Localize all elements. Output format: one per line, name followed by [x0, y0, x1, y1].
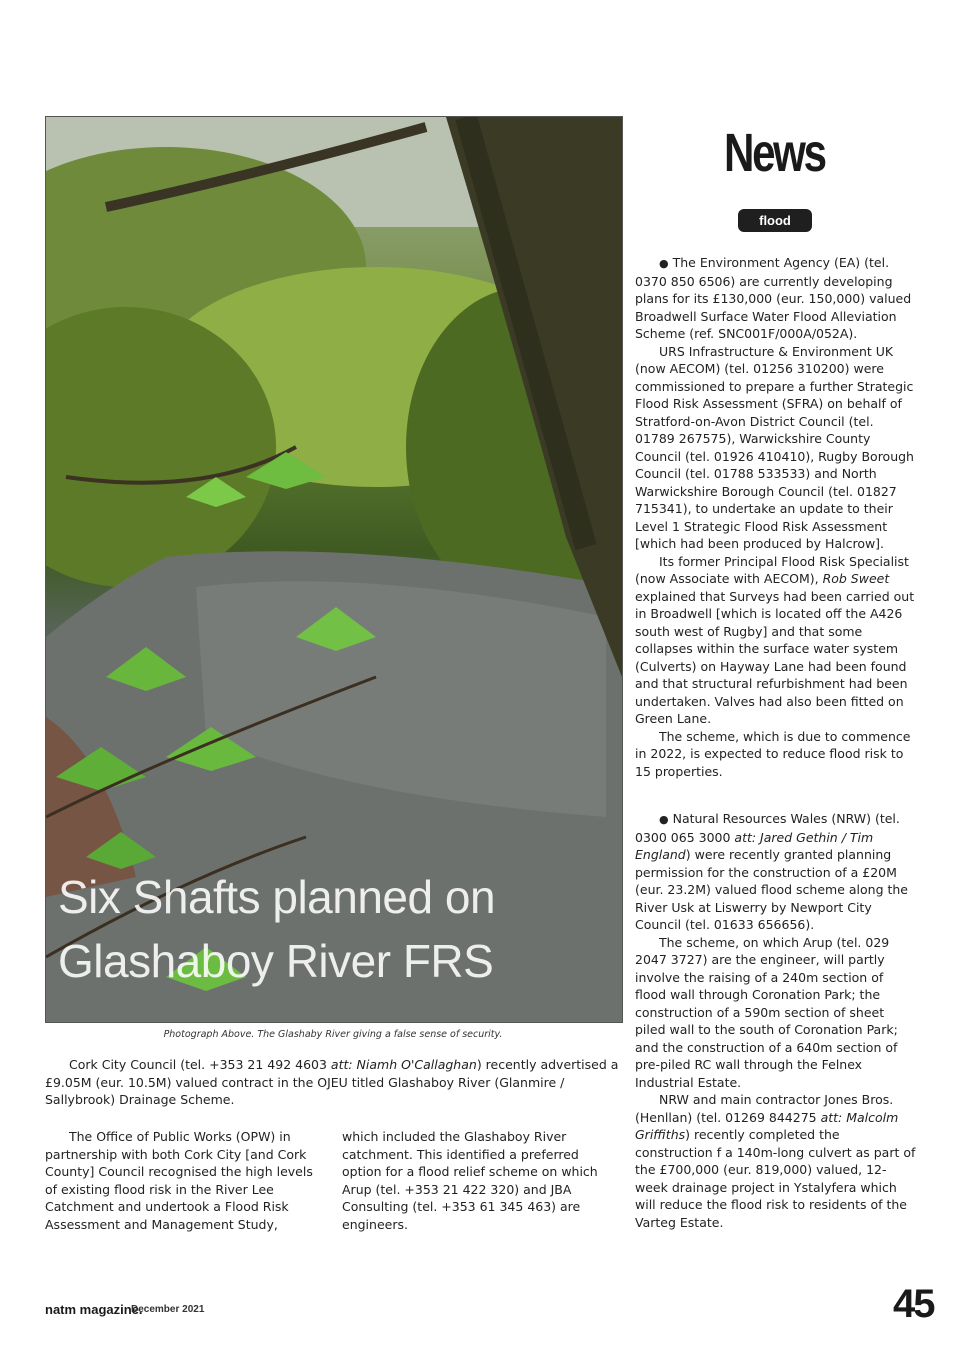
news-paragraph: The scheme, which is due to commence in 2022, is expected to reduce flood risk to 15 properties.: [635, 728, 911, 779]
contact-name: att: Malcolm Griffiths: [635, 1109, 899, 1142]
news-paragraph: The scheme, on which Arup (tel. 029 2047 3727) are the engineer, will partly involve the raising of a 240m section of flood wall through Coronation Park; the construction of a 590m section of sheet piled wall to the south of Coronation Park; and the construction of a 640m section of pre-piled RC wall through the Felnex Industrial Estate.: [635, 934, 898, 1090]
news-item-nrw: [635, 810, 917, 1231]
issue-date: December 2021: [131, 1304, 205, 1315]
body-column-middle: which included the Glashaboy River catchment. This identified a preferred option for a flood relief scheme on which Arup (tel. +353 21 422 320) and JBA Consulting (tel. +353 61 345 463) are engineers.: [342, 1129, 598, 1232]
lead-contact: att: Niamh O'Callaghan: [330, 1057, 477, 1072]
headline-line-2: Glashaboy River FRS: [58, 935, 494, 987]
river-photo: [45, 116, 623, 1023]
magazine-brand: natm magazine.: [45, 1302, 143, 1317]
news-paragraph: ● The Environment Agency (EA) (tel. 0370 850 6506) are currently developing plans for its £130,000 (eur. 150,000) valued Broadwell Surface Water Flood Alleviation Scheme (ref. SNC001F/000A/052A).: [635, 255, 912, 341]
page-number: 45: [893, 1282, 934, 1326]
contact-name: att: Jared Gethin / Tim England: [635, 829, 874, 862]
lead-paragraph: [45, 1056, 623, 1109]
headline-line-1: Six Shafts planned on: [58, 871, 496, 923]
body-column-left: The Office of Public Works (OPW) in partnership with both Cork City [and Cork County] Council recognised the high levels of existing flood risk in the River Lee Catchment and undertook a Flood Risk Assessment and Management Study,: [45, 1129, 313, 1232]
lead-text-1: Cork City Council (tel. +353 21 492 4603: [69, 1057, 331, 1072]
news-paragraph: Its former Principal Flood Risk Specialist (now Associate with AECOM), Rob Sweet explained that Surveys had been carried out in Broadwell [which is located off the A426 south west of Rugby] and that some collapses within the surface water system (Culverts) on Hayway Lane had been found and that structural refurbishment had been undertaken. Valves had also been fitted on Green Lane.: [635, 553, 915, 726]
section-tag: flood: [738, 209, 812, 232]
contact-name: Rob Sweet: [822, 571, 890, 586]
news-item-ea: [635, 254, 917, 780]
bullet-icon: ●: [659, 813, 669, 826]
lead-text-2: ) recently advertised a £9.05M (eur. 10.5M) valued contract in the OJEU titled Glashaboy River (Glanmire / Sallybrook) Drainage Scheme.: [45, 1057, 619, 1107]
section-title: News: [724, 123, 825, 183]
news-paragraph: URS Infrastructure & Environment UK (now AECOM) (tel. 01256 310200) were commissioned to prepare a further Strategic Flood Risk Assessment (SFRA) on behalf of Stratford-on-Avon District Council (tel. 01789 267575), Warwickshire County Council (tel. 01926 410410), Rugby Borough Council (tel. 01788 533533) and North Warwickshire Borough Council (tel. 01827 715341), to undertake an update to their Level 1 Strategic Flood Risk Assessment [which had been produced by Halcrow].: [635, 343, 914, 551]
photo-caption: Photograph Above. The Glashaby River giving a false sense of security.: [163, 1029, 503, 1040]
bullet-icon: ●: [659, 257, 669, 270]
article-headline: [58, 865, 618, 993]
news-paragraph: NRW and main contractor Jones Bros. (Henllan) (tel. 01269 844275 att: Malcolm Griffiths) recently completed the construction f a 140m-long culvert as part of the £700,000 (eur. 819,000) valued, 12-week drainage project in Ystalyfera which will reduce the flood risk to residents of the Varteg Estate.: [635, 1092, 916, 1230]
news-paragraph: ● Natural Resources Wales (NRW) (tel. 0300 065 3000 att: Jared Gethin / Tim England) were recently granted planning permission for the construction of a £20M (eur. 23.2M) valued flood scheme along the River Usk at Liswerry by Newport City Council (tel. 01633 656656).: [635, 811, 908, 932]
